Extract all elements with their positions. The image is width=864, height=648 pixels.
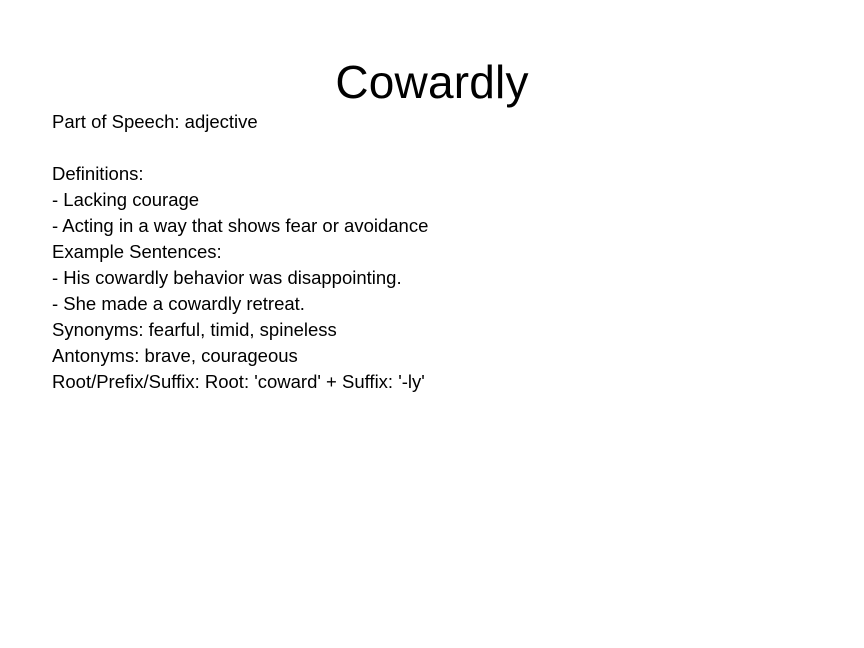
- antonyms-line: Antonyms: brave, courageous: [52, 345, 298, 366]
- part-of-speech: Part of Speech: adjective: [52, 111, 258, 132]
- example-item: - She made a cowardly retreat.: [52, 293, 305, 314]
- definitions-heading: Definitions:: [52, 163, 144, 184]
- root-line: Root/Prefix/Suffix: Root: 'coward' + Suffix: '-ly': [52, 371, 425, 392]
- blank-line: [52, 135, 812, 161]
- slide-body: [52, 109, 812, 395]
- slide-title: Cowardly: [335, 56, 529, 108]
- definition-item: - Acting in a way that shows fear or avoidance: [52, 215, 429, 236]
- examples-heading: Example Sentences:: [52, 241, 222, 262]
- definition-item: - Lacking courage: [52, 189, 200, 210]
- synonyms-line: Synonyms: fearful, timid, spineless: [52, 319, 337, 340]
- example-item: - His cowardly behavior was disappointing.: [52, 267, 402, 288]
